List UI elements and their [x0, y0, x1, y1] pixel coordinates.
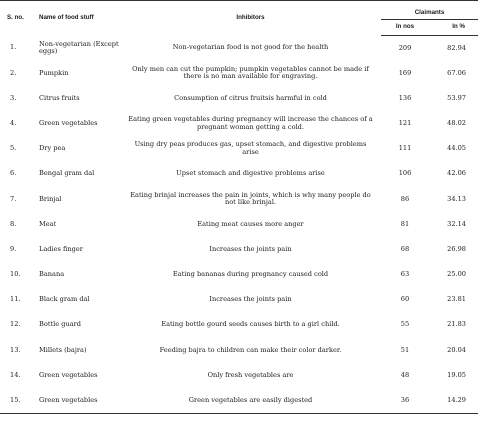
- cell-claimants-nos: 63: [400, 270, 410, 279]
- cell-claimants-nos: 81: [400, 219, 410, 228]
- table-row: [0, 338, 478, 363]
- cell-claimants-percent: 32.14: [447, 219, 467, 228]
- cell-claimants-percent: 82.94: [447, 43, 467, 52]
- header-food-name: Name of food stuff: [36, 1, 120, 36]
- cell-claimants-nos: 106: [398, 169, 412, 178]
- table-row: [0, 363, 478, 388]
- cell-food-name: Banana: [39, 270, 65, 279]
- cell-inhibitor: Upset stomach and digestive problems arise: [176, 169, 325, 178]
- cell-claimants-nos: 169: [398, 68, 412, 77]
- table-row: [0, 86, 478, 111]
- cell-inhibitor: Only fresh vegetables are: [207, 370, 294, 379]
- cell-claimants-percent: 26.98: [447, 244, 467, 253]
- cell-sno: 5.: [10, 144, 17, 153]
- cell-claimants-percent: 21.83: [447, 320, 467, 329]
- cell-claimants-nos: 121: [398, 118, 412, 127]
- cell-sno: 3.: [10, 93, 17, 102]
- cell-claimants-nos: 51: [400, 345, 410, 354]
- cell-claimants-nos: 209: [398, 43, 412, 52]
- header-in-nos: In nos: [381, 20, 429, 36]
- cell-food-name: Green vegetables: [39, 395, 98, 404]
- cell-sno: 4.: [10, 118, 17, 127]
- cell-inhibitor: Increases the joints pain: [209, 295, 292, 304]
- cell-claimants-nos: 136: [398, 93, 412, 102]
- table-row: [0, 187, 478, 212]
- cell-food-name: Black gram dal: [39, 295, 90, 304]
- cell-claimants-percent: 14.29: [447, 395, 467, 404]
- cell-claimants-percent: 53.97: [447, 93, 467, 102]
- cell-sno: 6.: [10, 169, 17, 178]
- cell-claimants-percent: 48.02: [447, 118, 467, 127]
- table-row: [0, 262, 478, 287]
- cell-food-name: Pumpkin: [39, 68, 69, 77]
- cell-sno: 7.: [10, 194, 17, 203]
- cell-food-name: Citrus fruits: [39, 93, 80, 102]
- cell-sno: 13.: [10, 345, 21, 354]
- cell-food-name: Non-vegetarian (Except eggs): [39, 39, 119, 56]
- table-row: [0, 287, 478, 312]
- header-inhibitors: Inhibitors: [120, 1, 381, 36]
- table-row: [0, 111, 478, 136]
- cell-food-name: Millets (bajra): [39, 345, 87, 354]
- cell-food-name: Dry pea: [39, 144, 66, 153]
- header-row: [0, 1, 478, 20]
- cell-food-name: Meat: [39, 219, 57, 228]
- cell-inhibitor: Eating meat causes more anger: [197, 219, 304, 228]
- table-body: [0, 36, 478, 414]
- cell-claimants-nos: 55: [400, 320, 410, 329]
- cell-food-name: Green vegetables: [39, 370, 98, 379]
- table-row: [0, 136, 478, 161]
- cell-sno: 14.: [10, 370, 21, 379]
- cell-inhibitor: Green vegetables are easily digested: [188, 395, 313, 404]
- cell-claimants-percent: 19.05: [447, 370, 467, 379]
- cell-claimants-percent: 34.13: [447, 194, 467, 203]
- cell-claimants-percent: 23.81: [447, 295, 467, 304]
- cell-sno: 9.: [10, 244, 17, 253]
- cell-inhibitor: Eating brinjal increases the pain in joints, which is why many people do not like brinjal.: [130, 190, 371, 207]
- table-row: [0, 388, 478, 413]
- cell-food-name: Green vegetables: [39, 118, 98, 127]
- cell-inhibitor: Non-vegetarian food is not good for the health: [172, 43, 329, 52]
- header-claimants: Claimants: [381, 1, 478, 20]
- cell-food-name: Bengal gram dal: [39, 169, 95, 178]
- table-row: [0, 237, 478, 262]
- cell-claimants-nos: 36: [400, 395, 410, 404]
- cell-sno: 11.: [10, 295, 21, 304]
- cell-food-name: Ladies finger: [39, 244, 83, 253]
- cell-inhibitor: Eating bottle gourd seeds causes birth to a girl child.: [161, 320, 340, 329]
- cell-sno: 10.: [10, 270, 21, 279]
- table-row: [0, 36, 478, 61]
- table-row: [0, 61, 478, 86]
- cell-claimants-percent: 42.06: [447, 169, 467, 178]
- cell-claimants-nos: 68: [400, 244, 410, 253]
- cell-inhibitor: Only men can cut the pumpkin; pumpkin vegetables cannot be made if there is no man available for engraving.: [132, 64, 369, 81]
- cell-sno: 8.: [10, 219, 17, 228]
- cell-sno: 12.: [10, 320, 21, 329]
- cell-claimants-nos: 48: [400, 370, 410, 379]
- cell-inhibitor: Increases the joints pain: [209, 244, 292, 253]
- cell-inhibitor: Eating bananas during pregnancy caused cold: [172, 270, 329, 279]
- table-row: [0, 161, 478, 186]
- table-header: [0, 1, 478, 36]
- cell-claimants-nos: 86: [400, 194, 410, 203]
- cell-sno: 1.: [10, 43, 17, 52]
- cell-claimants-percent: 20.04: [447, 345, 467, 354]
- header-sno: S. no.: [0, 1, 36, 36]
- header-in-percent: In %: [429, 20, 478, 36]
- cell-food-name: Bottle guard: [39, 320, 81, 329]
- cell-inhibitor: Using dry peas produces gas, upset stomach, and digestive problems arise: [134, 140, 367, 156]
- cell-inhibitor: Consumption of citrus fruitsis harmful in cold: [174, 93, 327, 102]
- cell-claimants-percent: 25.00: [447, 270, 467, 279]
- cell-claimants-nos: 60: [400, 295, 410, 304]
- cell-inhibitor: Feeding bajra to children can make their color darker.: [159, 345, 342, 354]
- cell-claimants-nos: 111: [398, 144, 412, 153]
- table-row: [0, 212, 478, 237]
- cell-food-name: Brinjal: [39, 194, 62, 203]
- cell-claimants-percent: 44.05: [447, 144, 467, 153]
- table-row: [0, 313, 478, 338]
- cell-sno: 15.: [10, 395, 21, 404]
- cell-sno: 2.: [10, 68, 17, 77]
- cell-inhibitor: Eating green vegetables during pregnancy will increase the chances of a pregnant woman getting a cold.: [128, 115, 373, 131]
- cell-claimants-percent: 67.06: [447, 68, 467, 77]
